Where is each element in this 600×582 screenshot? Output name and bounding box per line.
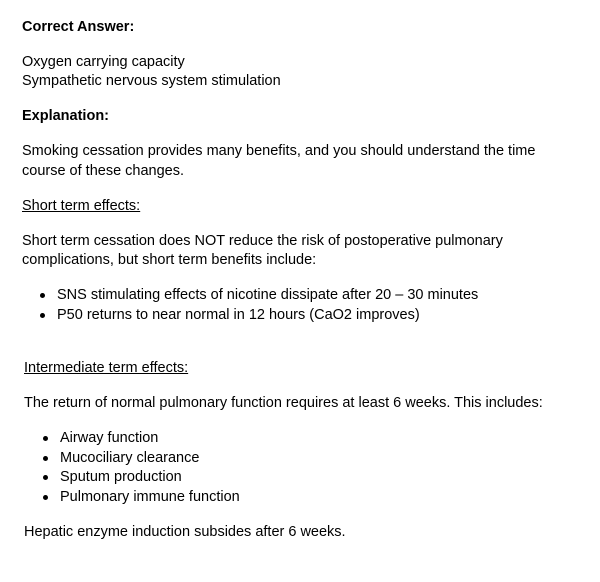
intermediate-term-bullet-item: Mucociliary clearance <box>40 449 240 469</box>
intermediate-term-bullet-item: Sputum production <box>40 468 240 488</box>
correct-answer-line-2: Sympathetic nervous system stimulation <box>22 73 281 89</box>
intermediate-term-paragraph: The return of normal pulmonary function requires at least 6 weeks. This includes: <box>24 395 543 411</box>
correct-answer-line-1: Oxygen carrying capacity <box>22 54 185 70</box>
intermediate-term-bullet-item: Pulmonary immune function <box>40 488 240 508</box>
explanation-heading: Explanation: <box>22 108 110 124</box>
short-term-paragraph-line-1: Short term cessation does NOT reduce the risk of postoperative pulmonary <box>22 233 503 249</box>
short-term-bullet-item: P50 returns to near normal in 12 hours (CaO2 improves) <box>37 306 478 326</box>
intermediate-term-bullet-item: Airway function <box>40 429 240 449</box>
intermediate-term-closing: Hepatic enzyme induction subsides after 6 weeks. <box>24 524 346 540</box>
intermediate-term-heading: Intermediate term effects: <box>24 360 189 376</box>
explanation-intro-line-1: Smoking cessation provides many benefits, and you should understand the time <box>22 143 536 159</box>
short-term-bullet-item: SNS stimulating effects of nicotine dissipate after 20 – 30 minutes <box>37 286 478 306</box>
short-term-bullet-list <box>37 286 478 325</box>
correct-answer-heading: Correct Answer: <box>22 19 135 35</box>
short-term-paragraph-line-2: complications, but short term benefits include: <box>22 252 317 268</box>
short-term-heading: Short term effects: <box>22 198 141 214</box>
explanation-intro-line-2: course of these changes. <box>22 163 185 179</box>
intermediate-term-bullet-list <box>40 429 240 507</box>
